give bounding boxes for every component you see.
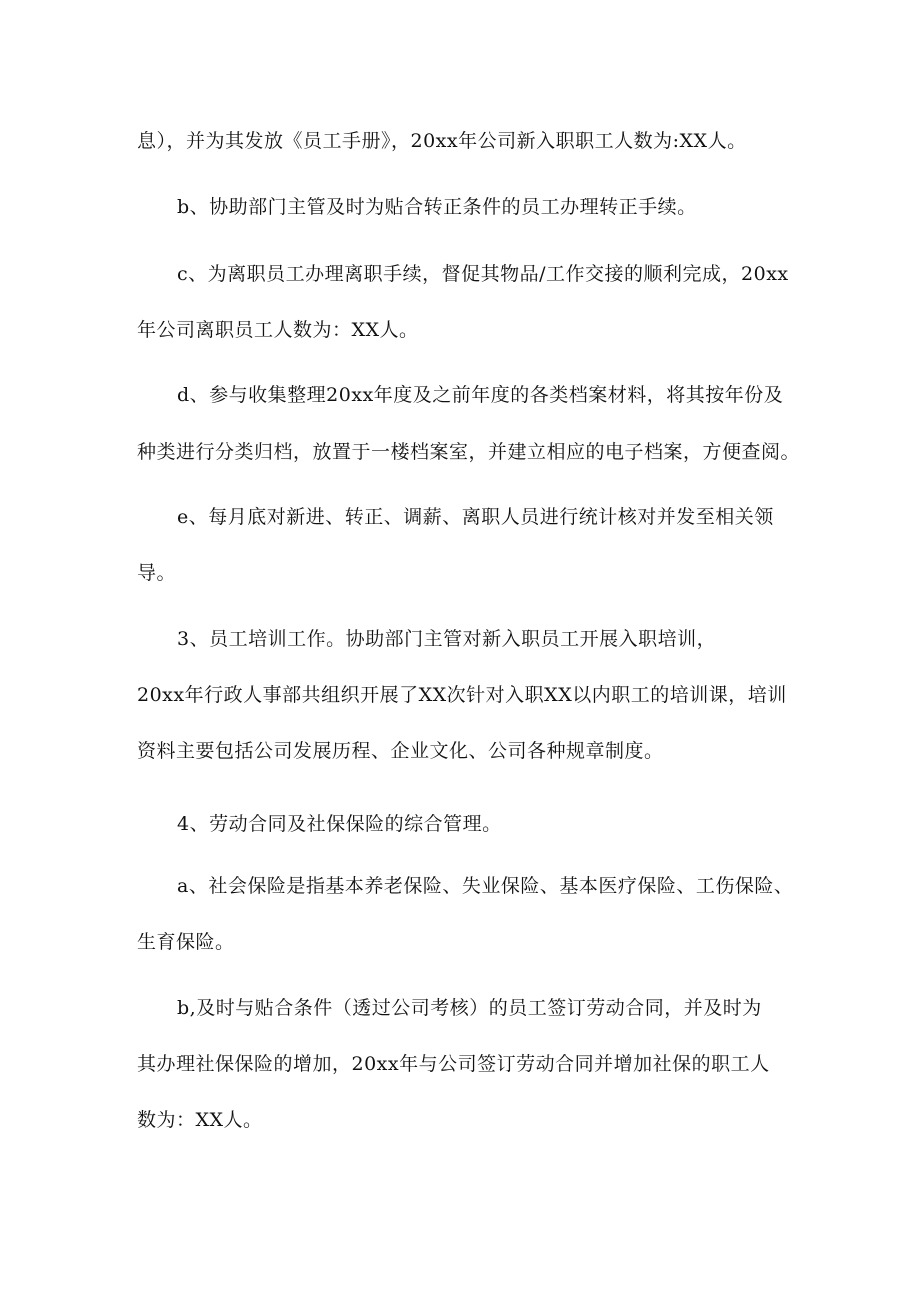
text-line: d、参与收集整理20xx年度及之前年度的各类档案材料，将其按年份及 — [177, 384, 784, 406]
text-line: 20xx年行政人事部共组织开展了XX次针对入职XX以内职工的培训课，培训 — [137, 684, 787, 706]
text-line: e、每月底对新进、转正、调薪、离职人员进行统计核对并发至相关领 — [177, 506, 774, 528]
text-line: 3、员工培训工作。协助部门主管对新入职员工开展入职培训， — [177, 628, 717, 650]
text-line: 息），并为其发放《员工手册》，20xx年公司新入职职工人数为:XX人。 — [137, 130, 747, 152]
text-line: 种类进行分类归档，放置于一楼档案室，并建立相应的电子档案，方便查阅。 — [137, 441, 801, 463]
text-line: 其办理社保保险的增加，20xx年与公司签订劳动合同并增加社保的职工人 — [137, 1053, 770, 1075]
text-line: b,及时与贴合条件（透过公司考核）的员工签订劳动合同，并及时为 — [177, 997, 762, 1019]
text-line: b、协助部门主管及时为贴合转正条件的员工办理转正手续。 — [177, 196, 697, 218]
text-line: 4、劳动合同及社保保险的综合管理。 — [177, 813, 502, 835]
text-line: 导。 — [137, 562, 177, 584]
text-line: c、为离职员工办理离职手续，督促其物品/工作交接的顺利完成，20xx — [177, 263, 789, 285]
text-line: a、社会保险是指基本养老保险、失业保险、基本医疗保险、工伤保险、 — [177, 875, 794, 897]
text-line: 数为：XX人。 — [137, 1109, 263, 1131]
text-line: 年公司离职员工人数为：XX人。 — [137, 319, 419, 341]
text-line: 生育保险。 — [137, 931, 235, 953]
text-line: 资料主要包括公司发展历程、企业文化、公司各种规章制度。 — [137, 740, 664, 762]
